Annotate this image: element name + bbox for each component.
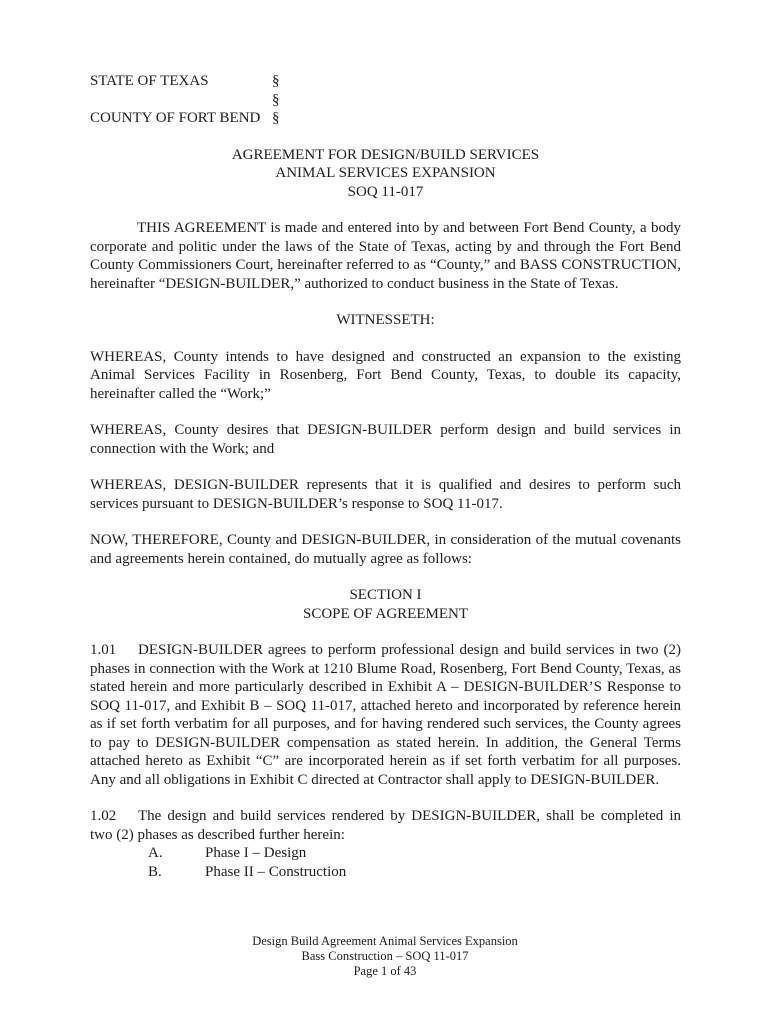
paragraph-now-therefore: NOW, THEREFORE, County and DESIGN-BUILDER, in consideration of the mutual covenants and agreements herein contained, do mutually agree as follows: (90, 532, 681, 567)
section-1-heading-line-1: SECTION I (349, 587, 422, 603)
paragraph-whereas-3: WHEREAS, DESIGN-BUILDER represents that it is qualified and desires to perform such services pursuant to DESIGN-BUILDER’s response to SOQ 11-017. (90, 477, 681, 512)
jurat-block (90, 72, 681, 128)
paragraph-whereas-1: WHEREAS, County intends to have designed and constructed an expansion to the existing Animal Services Facility in Rosenberg, Fort Bend County, Texas, to double its capacity, hereinafter called the “Work;” (90, 348, 681, 402)
jurat-row (90, 91, 681, 110)
clause-text: DESIGN-BUILDER agrees to perform professional design and build services in two (2) phases in connection with the Work at 1210 Blume Road, Rosenberg, Fort Bend County, Texas, as stated herein and more particularly described in Exhibit A – DESIGN-BUILDER’S Response to SOQ 11-017, and Exhibit B – SOQ 11-017, attached hereto and incorporated by reference herein as if set forth verbatim for all purposes, and for having rendered such services, the County agrees to pay to DESIGN-BUILDER compensation as stated herein. In addition, the General Terms attached hereto as Exhibit “C” are incorporated herein as if set forth verbatim for all purposes. Any and all obligations in Exhibit C directed at Contractor shall apply to DESIGN-BUILDER. (90, 642, 681, 788)
witnesseth-heading: WITNESSETH: (336, 312, 435, 328)
section-1-heading-line-2: SCOPE OF AGREEMENT (302, 605, 469, 622)
paragraph-whereas-2: WHEREAS, County desires that DESIGN-BUILDER perform design and build services in connection with the Work; and (90, 422, 681, 457)
jurat-county-label: COUNTY OF FORT BEND (90, 110, 261, 126)
jurat-state-label: STATE OF TEXAS (90, 73, 209, 89)
title-line-2: ANIMAL SERVICES EXPANSION (275, 165, 496, 181)
jurat-row (90, 72, 681, 91)
section-symbol: § (272, 73, 280, 89)
jurat-row (90, 109, 681, 128)
section-symbol: § (272, 91, 280, 108)
section-1-heading (90, 586, 681, 623)
page-footer (0, 934, 770, 979)
jurat-empty-label (90, 91, 272, 110)
page-number: Page 1 of 43 (353, 964, 417, 978)
paragraph-intro: THIS AGREEMENT is made and entered into by and between Fort Bend County, a body corporate and politic under the laws of the State of Texas, acting by and through the Fort Bend County Commissioners Court, hereinafter referred to as “County,” and BASS CONSTRUCTION, hereinafter “DESIGN-BUILDER,” authorized to conduct business in the State of Texas. (90, 220, 681, 292)
title-line-1: AGREEMENT FOR DESIGN/BUILD SERVICES (231, 146, 540, 163)
clause-number: 1.01 (90, 642, 117, 658)
list-item-text: Phase II – Construction (205, 863, 347, 880)
clause-text: The design and build services rendered by DESIGN-BUILDER, shall be completed in two (2) phases as described further herein: (90, 808, 681, 843)
phase-list (90, 844, 681, 881)
clause-1-02 (90, 807, 681, 844)
footer-line-1: Design Build Agreement Animal Services Expansion (252, 934, 518, 948)
list-item-text: Phase I – Design (205, 845, 307, 861)
section-symbol: § (272, 110, 280, 126)
list-item-label: B. (148, 863, 162, 880)
footer-line-2: Bass Construction – SOQ 11-017 (301, 949, 469, 963)
clause-number: 1.02 (90, 808, 117, 824)
title-line-3: SOQ 11-017 (347, 183, 424, 200)
clause-1-01 (90, 641, 681, 789)
list-item (148, 863, 681, 882)
list-item (148, 844, 681, 863)
document-title (90, 146, 681, 202)
list-item-label: A. (148, 845, 163, 861)
